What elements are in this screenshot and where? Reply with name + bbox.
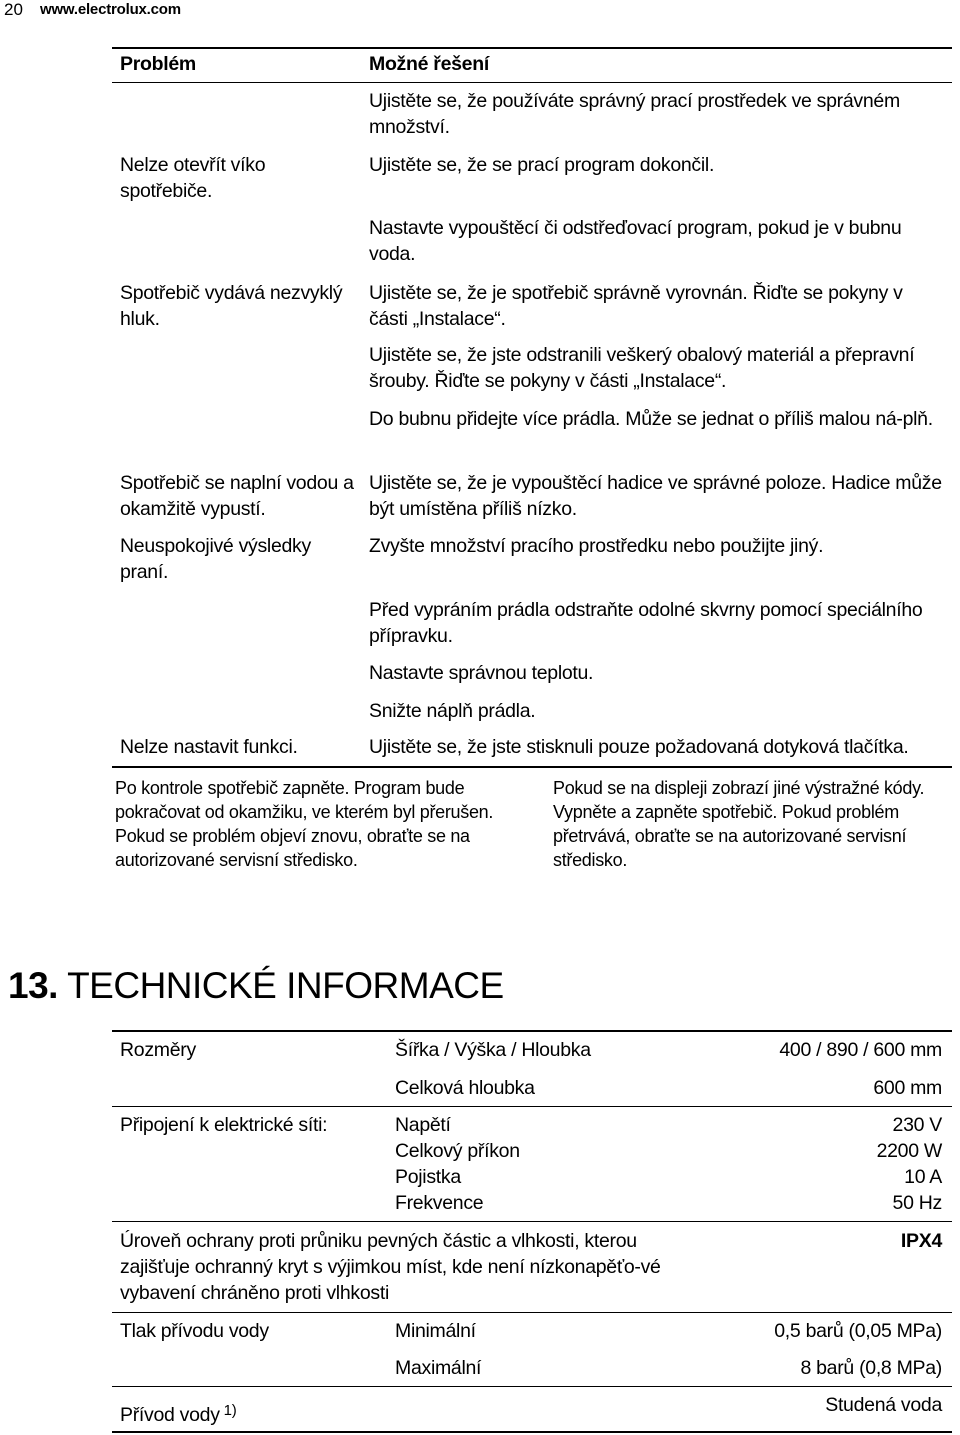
pressure-max-value: 8 barů (0,8 MPa) — [800, 1357, 942, 1379]
solution-drain-program: Nastavte vypouštěcí či odstřeďovací program, pokud je v bubnu voda. — [369, 217, 902, 265]
pressure-min-sub: Minimální — [395, 1320, 476, 1342]
frequency-value: 50 Hz — [892, 1192, 942, 1214]
depth-sub: Celková hloubka — [395, 1077, 535, 1099]
protection-value: IPX4 — [900, 1230, 942, 1252]
solution-stains: Před vypráním prádla odstraňte odolné skvrny pomocí speciálního přípravku. — [369, 599, 923, 647]
solution-detergent-amount: Zvyšte množství pracího prostředku nebo použijte jiný. — [369, 535, 824, 557]
pressure-label: Tlak přívodu vody — [120, 1320, 269, 1342]
dimensions-label: Rozměry — [120, 1039, 196, 1061]
supply-value: Studená voda — [825, 1394, 942, 1416]
power-value: 2200 W — [876, 1140, 942, 1162]
column-header-solution: Možné řešení — [369, 53, 489, 75]
page-number: 20 — [4, 0, 23, 19]
section-title — [8, 962, 504, 1010]
voltage-value: 230 V — [892, 1114, 942, 1136]
problem-lid: Nelze otevřít víko spotřebiče. — [120, 154, 266, 202]
solution-detergent: Ujistěte se, že používáte správný prací prostředek ve správném množství. — [369, 90, 900, 138]
note-restart: Po kontrole spotřebič zapněte. Program bude pokračovat od okamžiku, ve kterém byl přerušen. Pokud se problém objeví znovu, obraťte se na autorizované servisní středisko. — [115, 778, 494, 870]
fuse-sub: Pojistka — [395, 1166, 461, 1188]
tech-rule-1 — [112, 1106, 952, 1107]
solution-touch-buttons: Ujistěte se, že jste stisknuli pouze požadovaná dotyková tlačítka. — [369, 736, 909, 758]
frequency-sub: Frekvence — [395, 1192, 484, 1214]
solution-level: Ujistěte se, že je spotřebič správně vyrovnán. Řiďte se pokyny v části „Instalace“. — [369, 282, 903, 330]
section-heading: TECHNICKÉ INFORMACE — [67, 965, 504, 1006]
table-bottom-rule — [112, 766, 952, 768]
fuse-value: 10 A — [904, 1166, 942, 1188]
note-warning-codes: Pokud se na displeji zobrazí jiné výstražné kódy. Vypněte a zapněte spotřebič. Pokud problém přetrvává, obraťte se na autorizované servisní středisko. — [553, 778, 925, 870]
depth-value: 600 mm — [873, 1077, 942, 1099]
problem-results: Neuspokojivé výsledky praní. — [120, 535, 311, 583]
voltage-sub: Napětí — [395, 1114, 451, 1136]
solution-temperature: Nastavte správnou teplotu. — [369, 662, 594, 684]
header-rule — [112, 82, 952, 83]
power-sub: Celkový příkon — [395, 1140, 520, 1162]
table-top-rule — [112, 47, 952, 49]
tech-rule-4 — [112, 1386, 952, 1387]
tech-bottom-rule — [112, 1431, 952, 1433]
problem-drain: Spotřebič se naplní vodou a okamžitě vypustí. — [120, 472, 354, 520]
supply-label: Přívod vody — [120, 1404, 220, 1426]
solution-packaging: Ujistěte se, že jste odstranili veškerý obalový materiál a přepravní šrouby. Řiďte se pokyny v části „Instalace“. — [369, 344, 915, 392]
electric-label: Připojení k elektrické síti: — [120, 1114, 328, 1136]
tech-top-rule — [112, 1030, 952, 1032]
tech-rule-2 — [112, 1221, 952, 1222]
problem-function: Nelze nastavit funkci. — [120, 736, 298, 758]
dimensions-sub: Šířka / Výška / Hloubka — [395, 1039, 591, 1061]
problem-noise: Spotřebič vydává nezvyklý hluk. — [120, 282, 343, 330]
pressure-max-sub: Maximální — [395, 1357, 482, 1379]
website-url[interactable]: www.electrolux.com — [40, 1, 181, 18]
supply-label-row — [120, 1398, 236, 1428]
solution-hose: Ujistěte se, že je vypouštěcí hadice ve správné poloze. Hadice může být umístěna příliš nízko. — [369, 472, 942, 520]
solution-load: Snižte náplň prádla. — [369, 700, 536, 722]
column-header-problem: Problém — [120, 53, 196, 75]
protection-label: Úroveň ochrany proti průniku pevných částic a vlhkosti, kterou zajišťuje ochranný kryt s výjimkou míst, kde není nízkonapěťo-vé vybavení chráněno proti vlhkosti — [120, 1230, 661, 1304]
solution-more-laundry: Do bubnu přidejte více prádla. Může se jednat o příliš malou ná-plň. — [369, 408, 933, 430]
section-number: 13. — [8, 965, 58, 1006]
pressure-min-value: 0,5 barů (0,05 MPa) — [774, 1320, 942, 1342]
supply-footnote-marker: 1) — [223, 1402, 237, 1419]
dimensions-value: 400 / 890 / 600 mm — [779, 1039, 942, 1061]
solution-program-done: Ujistěte se, že se prací program dokončil. — [369, 154, 715, 176]
tech-rule-3 — [112, 1312, 952, 1313]
